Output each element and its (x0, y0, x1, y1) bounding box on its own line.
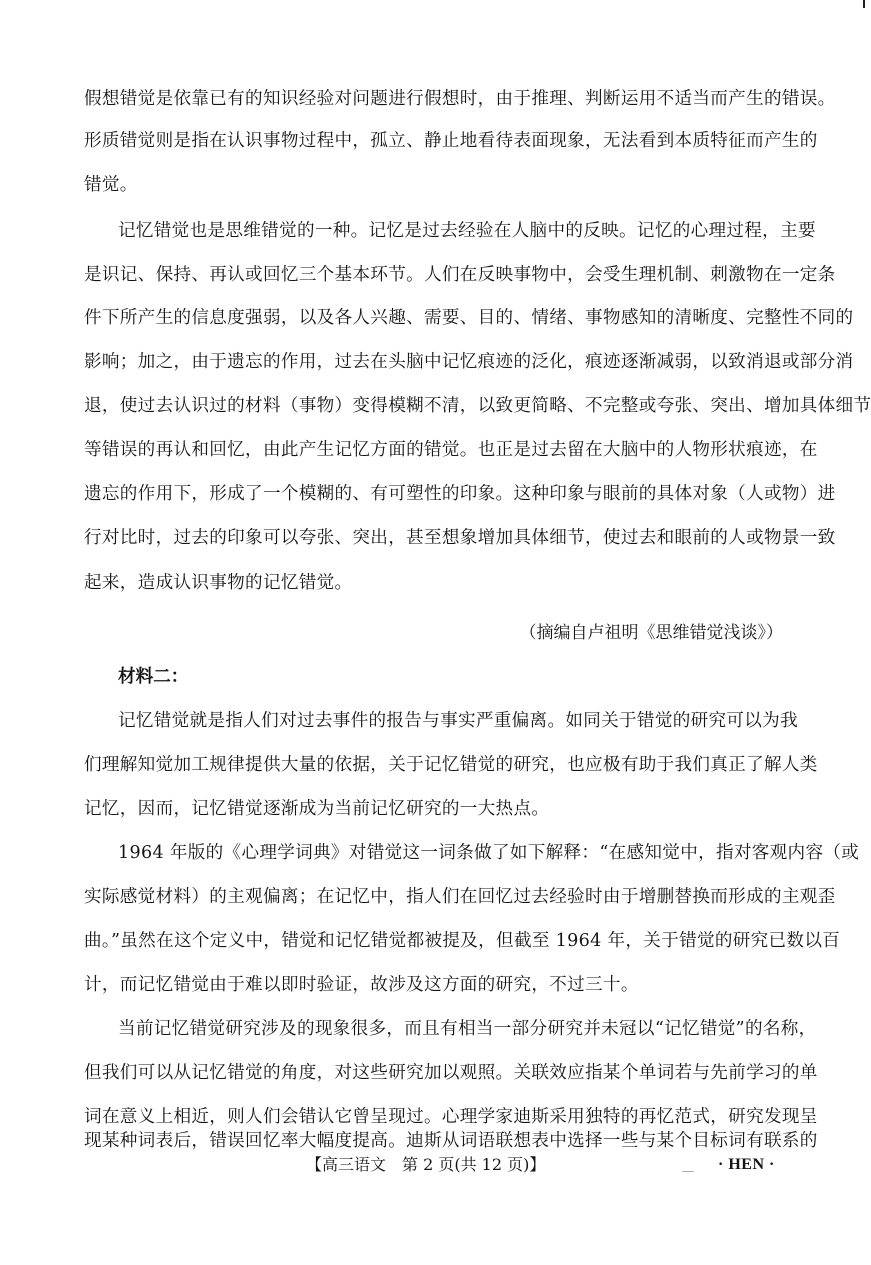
text-line: 1964 年版的《心理学词典》对错觉这一词条做了如下解释：“在感知觉中，指对客观内容（或 (118, 843, 860, 863)
text-line: 等错误的再认和回忆，由此产生记忆方面的错觉。也正是过去留在大脑中的人物形状痕迹，在 (84, 440, 818, 460)
text-line: 错觉。 (84, 175, 138, 195)
text-line: 当前记忆错觉研究涉及的现象很多，而且有相当一部分研究并未冠以“记忆错觉”的名称， (118, 1019, 817, 1039)
footer-dash: __ (682, 1158, 694, 1172)
corner-scan-mark (863, 0, 865, 8)
page-footer-number: 【高三语文 第 2 页(共 12 页)】 (306, 1155, 546, 1174)
material-two-heading: 材料二： (118, 667, 189, 687)
text-line: 件下所产生的信息度强弱，以及各人兴趣、需要、目的、情绪、事物感知的清晰度、完整性不同的 (84, 308, 854, 328)
text-line: 记忆，因而，记忆错觉逐渐成为当前记忆研究的一大热点。 (84, 799, 550, 819)
text-line: 但我们可以从记忆错觉的角度，对这些研究加以观照。关联效应指某个单词若与先前学习的单 (84, 1063, 818, 1083)
text-line: 是识记、保持、再认或回忆三个基本环节。人们在反映事物中，会受生理机制、刺激物在一定条 (84, 265, 836, 285)
text-line: 形质错觉则是指在认识事物过程中，孤立、静止地看待表面现象，无法看到本质特征而产生的 (84, 131, 818, 151)
source-citation: （摘编自卢祖明《思维错觉浅谈》） (519, 623, 783, 643)
text-line: 记忆错觉也是思维错觉的一种。记忆是过去经验在人脑中的反映。记忆的心理过程，主要 (118, 221, 816, 241)
text-line: 曲。”虽然在这个定义中，错觉和记忆错觉都被提及，但截至 1964 年，关于错觉的研究已数以百 (84, 931, 841, 951)
text-line: 现某种词表后，错误回忆率大幅度提高。迪斯从词语联想表中选择一些与某个目标词有联系的 (84, 1131, 818, 1151)
text-line: 实际感觉材料）的主观偏离；在记忆中，指人们在回忆过去经验时由于增删替换而形成的主观歪 (84, 887, 836, 907)
text-line: 行对比时，过去的印象可以夸张、突出，甚至想象增加具体细节，使过去和眼前的人或物景一致 (84, 528, 836, 548)
text-line: 退，使过去认识过的材料（事物）变得模糊不清，以致更简略、不完整或夸张、突出、增加具体细节 (84, 396, 871, 416)
text-line: 遗忘的作用下，形成了一个模糊的、有可塑性的印象。这种印象与眼前的具体对象（人或物）进 (84, 484, 836, 504)
text-line: 词在意义上相近，则人们会错认它曾呈现过。心理学家迪斯采用独特的再忆范式，研究发现呈 (84, 1107, 818, 1127)
text-line: 们理解知觉加工规律提供大量的依据，关于记忆错觉的研究，也应极有助于我们真正了解人类 (84, 755, 818, 775)
text-line: 计，而记忆错觉由于难以即时验证，故涉及这方面的研究，不过三十。 (84, 975, 639, 995)
text-line: 影响；加之，由于遗忘的作用，过去在头脑中记忆痕迹的泛化，痕迹逐渐减弱，以致消退或部分消 (84, 352, 854, 372)
text-line: 记忆错觉就是指人们对过去事件的报告与事实严重偏离。如同关于错觉的研究可以为我 (118, 711, 798, 731)
footer-exam-code: · HEN · (718, 1156, 775, 1173)
text-line: 起来，造成认识事物的记忆错觉。 (84, 573, 353, 593)
text-line: 假想错觉是依靠已有的知识经验对问题进行假想时，由于推理、判断运用不适当而产生的错误。 (84, 89, 836, 109)
